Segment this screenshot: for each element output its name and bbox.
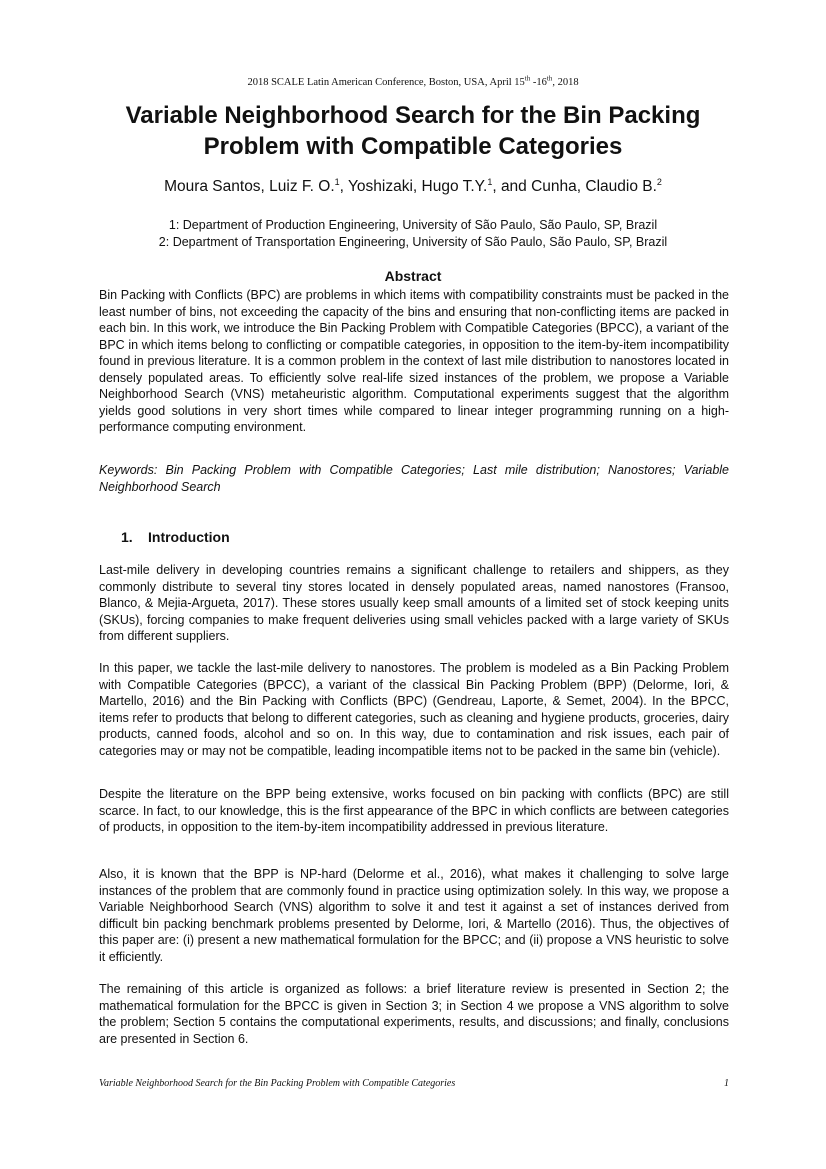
keywords: Keywords: Bin Packing Problem with Compatible Categories; Last mile distribution; Nanostores; Variable Neighborhood Search [99,463,729,494]
abstract-heading: Abstract [384,268,442,284]
paragraph: Also, it is known that the BPP is NP-hard (Delorme et al., 2016), what makes it challenging to solve large instances of the problem that are commonly found in practice using optimization solely. In this way, we propose a Variable Neighborhood Search (VNS) algorithm to solve it and test it against a set of instances derived from difficult bin packing benchmark problems presented by Delorme, Iori, & Martello (2016). Thus, the objectives of this paper are: (i) present a new mathematical formulation for the BPCC; and (ii) propose a VNS heuristic to solve it efficiently. [99,867,729,964]
author-name: Moura Santos, Luiz F. O. [164,178,335,195]
section-title: Introduction [148,529,230,545]
title-line: Problem with Compatible Categories [203,133,623,160]
running-title: Variable Neighborhood Search for the Bin Packing Problem with Compatible Categories [99,1078,456,1089]
conference-text: -16 [530,77,547,88]
affiliation-mark: 1 [334,176,340,187]
paragraph: In this paper, we tackle the last-mile delivery to nanostores. The problem is modeled as a Bin Packing Problem with Compatible Categories (BPCC), a variant of the classical Bin Packing Problem (BPP) (Delorme, Iori, & Martello, 2016) and the Bin Packing with Conflicts (BPC) (Gendreau, Laporte, & Semet, 2004). In the BPCC, items refer to products that belong to different categories, such as cleaning and hygiene products, groceries, dairy products, canned foods, alcohol and so on. In this way, due to contamination and risk issues, each pair of categories may or may not be compatible, leading incompatible items not to be packed in the same bin (vehicle). [99,661,729,758]
author-name: , Yoshizaki, Hugo T.Y. [339,178,488,195]
conference-text: 2018 SCALE Latin American Conference, Boston, USA, April 15 [247,77,525,88]
page-footer [99,1078,729,1089]
conference-header [0,74,826,88]
affiliation-mark: 2 [656,176,662,187]
title-line: Variable Neighborhood Search for the Bin Packing [125,102,701,129]
superscript: th [524,74,531,83]
paragraph: Last-mile delivery in developing countries remains a significant challenge to retailers and shippers, as they commonly distribute to several tiny stores located in densely populated areas, named nanostores (Fransoo, Blanco, & Mejia-Argueta, 2017). These stores usually keep small amounts of a limited set of stock keeping units (SKUs), forcing companies to make frequent deliveries using small vehicles packed with a large variety of SKUs from different suppliers. [99,563,729,643]
affiliation-2: 2: Department of Transportation Engineering, University of São Paulo, São Paulo, SP, Brazil [158,235,668,249]
superscript: th [546,74,553,83]
section-heading [121,529,230,545]
paragraph: Despite the literature on the BPP being extensive, works focused on bin packing with conflicts (BPC) are still scarce. In fact, to our knowledge, this is the first appearance of the BPC in which conflicts are between categories of products, in opposition to the item-by-item incompatibility addressed in previous literature. [99,787,729,834]
affiliation-1: 1: Department of Production Engineering, University of São Paulo, São Paulo, SP, Brazil [168,218,658,232]
author-list [0,178,826,196]
page-number: 1 [724,1078,729,1089]
section-number: 1. [121,529,133,545]
abstract-text: Bin Packing with Conflicts (BPC) are problems in which items with compatibility constraints must be packed in the least number of bins, not exceeding the capacity of the bins and ensuring that non-conflicting items are packed in each bin. In this work, we introduce the Bin Packing Problem with Compatible Categories (BPCC), a variant of the BPC in which items belong to conflicting or compatible categories, in opposition to the item-by-item incompatibility found in previous literature. It is a common problem in the context of last mile distribution to nanostores located in densely populated areas. To efficiently solve real-life sized instances of the problem, we propose a Variable Neighborhood Search (VNS) metaheuristic algorithm. Computational experiments suggest that the algorithm yields good solutions in very short times while compared to linear integer programming running on a high-performance computing environment. [99,288,729,434]
author-name: , and Cunha, Claudio B. [492,178,657,195]
paper-title [60,100,766,162]
affiliation-mark: 1 [487,176,493,187]
conference-text: , 2018 [552,77,579,88]
paragraph: The remaining of this article is organized as follows: a brief literature review is presented in Section 2; the mathematical formulation for the BPCC is given in Section 3; in Section 4 we propose a VNS algorithm to solve the problem; Section 5 contains the computational experiments, results, and discussions; and finally, conclusions are presented in Section 6. [99,982,729,1046]
